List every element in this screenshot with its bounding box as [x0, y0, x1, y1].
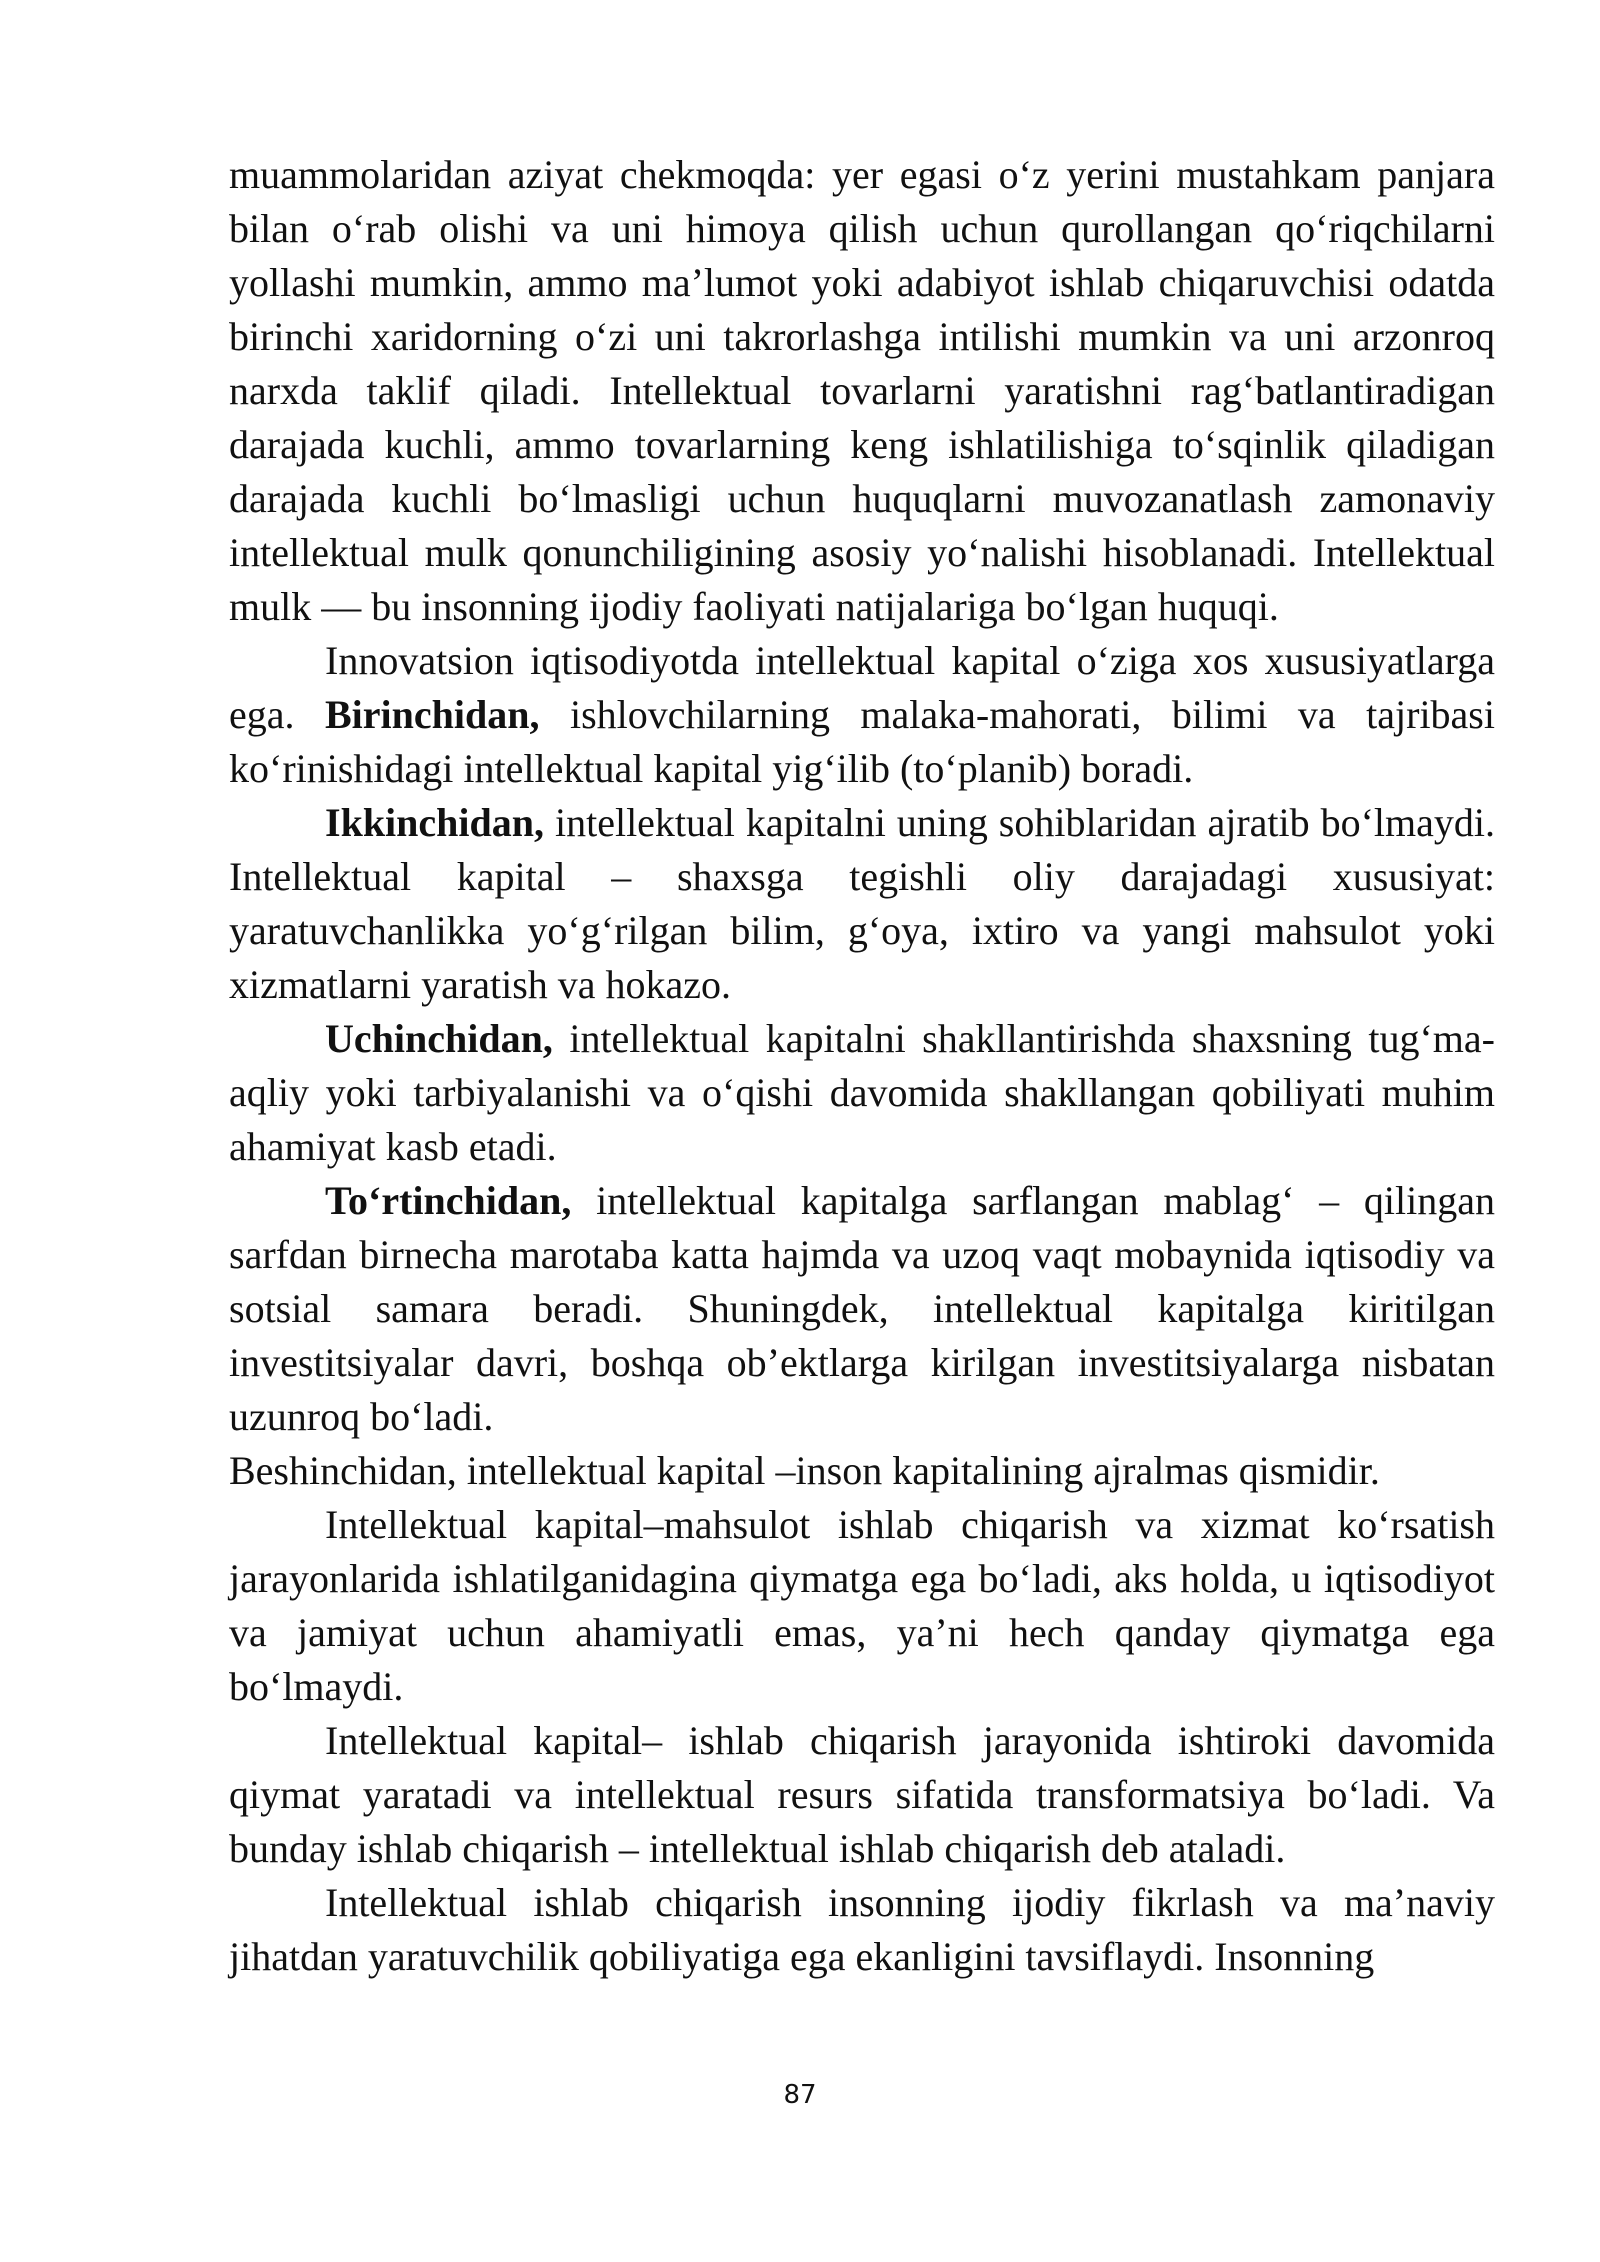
paragraph-4 — [229, 1012, 1495, 1174]
paragraph-5 — [229, 1174, 1495, 1444]
paragraph-9 — [229, 1876, 1495, 1984]
paragraph-2 — [229, 634, 1495, 796]
paragraph-9-text: Intellektual ishlab chiqarish insonning ijodiy fikrlash va ma’naviy jihatdan yaratuvchilik qobiliyatiga ega ekanligini tavsiflaydi. Insonning — [229, 1880, 1495, 1979]
paragraph-4-lead: Uchinchidan, — [325, 1016, 553, 1061]
paragraph-2-text: ishlovchilarning malaka-mahorati, bilimi va tajribasi ko‘rinishidagi intellektual kapital yig‘ilib (to‘planib) boradi. — [229, 692, 1495, 791]
paragraph-7-text: Intellektual kapital–mahsulot ishlab chiqarish va xizmat ko‘rsatish jarayonlarida ishlatilganidagina qiymatga ega bo‘ladi, aks holda, u iqtisodiyot va jamiyat uchun ahamiyatli emas, ya’ni hech qanday qiymatga ega bo‘lmaydi. — [229, 1502, 1495, 1709]
paragraph-3 — [229, 796, 1495, 1012]
paragraph-3-text: intellektual kapitalni uning sohiblaridan ajratib bo‘lmaydi. Intellektual kapital – shaxsga tegishli oliy darajadagi xususiyat: yaratuvchanlikka yo‘g‘rilgan bilim, g‘oya, ixtiro va yangi mahsulot yoki xizmatlarni yaratish va hokazo. — [229, 800, 1495, 1007]
paragraph-1-text: muammolaridan aziyat chekmoqda: yer egasi o‘z yerini mustahkam panjara bilan o‘rab olishi va uni himoya qilish uchun qurollangan qo‘riqchilarni yollashi mumkin, ammo ma’lumot yoki adabiyot ishlab chiqaruvchisi odatda birinchi xaridorning o‘zi uni takrorlashga intilishi mumkin va uni arzonroq narxda taklif qiladi. Intellektual tovarlarni yaratishni rag‘batlantiradigan darajada kuchli, ammo tovarlarning keng ishlatilishiga to‘sqinlik qiladigan darajada kuchli bo‘lmasligi uchun huquqlarni muvozanatlash zamonaviy intellektual mulk qonunchiligining asosiy yo‘nalishi hisoblanadi. Intellektual mulk — bu insonning ijodiy faoliyati natijalariga bo‘lgan huquqi. — [229, 152, 1495, 629]
paragraph-4-text: intellektual kapitalni shakllantirishda shaxsning tug‘ma-aqliy yoki tarbiyalanishi va o‘qishi davomida shakllangan qobiliyati muhim ahamiyat kasb etadi. — [229, 1016, 1495, 1169]
paragraph-3-lead: Ikkinchidan, — [325, 800, 545, 845]
paragraph-6-text: Beshinchidan, intellektual kapital –inson kapitalining ajralmas qismidir. — [229, 1448, 1380, 1493]
paragraph-8-text: Intellektual kapital– ishlab chiqarish jarayonida ishtiroki davomida qiymat yaratadi va intellektual resurs sifatida transformatsiya bo‘ladi. Va bunday ishlab chiqarish – intellektual ishlab chiqarish deb ataladi. — [229, 1718, 1495, 1871]
paragraph-6 — [229, 1444, 1495, 1498]
paragraph-8 — [229, 1714, 1495, 1876]
paragraph-7 — [229, 1498, 1495, 1714]
paragraph-5-lead: To‘rtinchidan, — [325, 1178, 572, 1223]
paragraph-2-lead: Birinchidan, — [324, 692, 540, 737]
paragraph-1 — [229, 148, 1495, 634]
paragraph-5-text: intellektual kapitalga sarflangan mablag‘ – qilingan sarfdan birnecha marotaba katta hajmda va uzoq vaqt mobaynida iqtisodiy va sotsial samara beradi. Shuningdek, intellektual kapitalga kiritilgan investitsiyalar davri, boshqa ob’ektlarga kirilgan investitsiyalarga nisbatan uzunroq bo‘ladi. — [229, 1178, 1495, 1439]
page-body — [229, 148, 1495, 1984]
paragraph-2-intro: Innovatsion iqtisodiyotda intellektual kapital o‘ziga xos xususiyatlarga ega. — [229, 638, 1495, 737]
page-number: 87 — [783, 2080, 817, 2110]
